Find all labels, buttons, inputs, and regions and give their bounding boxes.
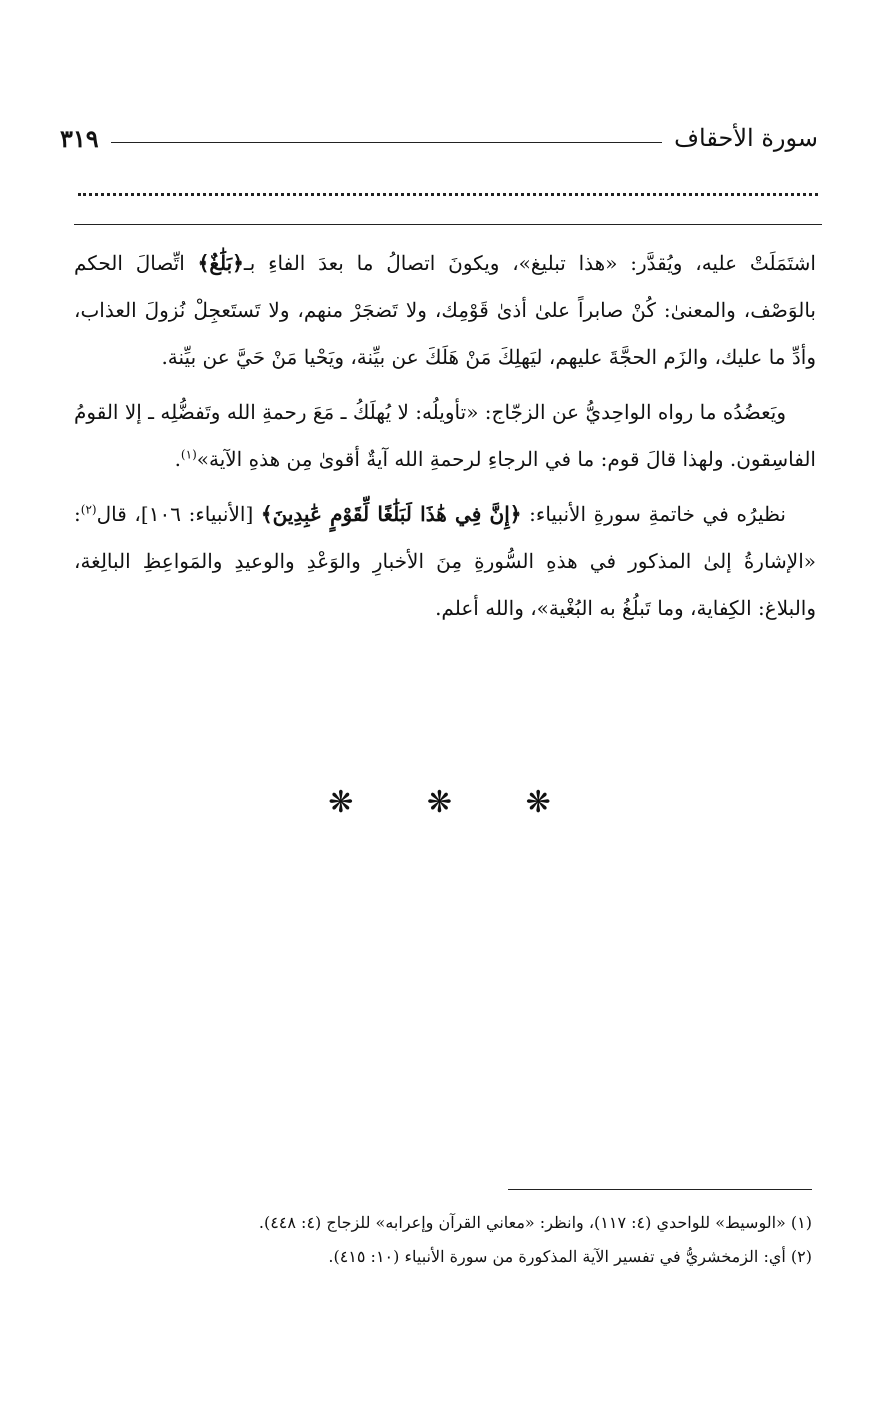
paragraph-3-text-c: : «الإشارةُ إلىٰ المذكور في هذهِ السُّورةِ مِنَ الأخبارِ والوَعْدِ والوعيدِ والمَواعِظِ البالِغة، والبلاغ: الكِفاية، وما تَبلُغُ به البُغْية»، والله أعلم. xyxy=(74,502,817,620)
footnotes xyxy=(80,1206,812,1274)
footnote-1: (١) «الوسيط» للواحدي (٤: ١١٧)، وانظر: «معاني القرآن وإعرابه» للزجاج (٤: ٤٤٨). xyxy=(258,1213,812,1232)
star-ornament: ❋ xyxy=(328,785,354,820)
footnote-ref-2: (٢) xyxy=(80,502,97,517)
paragraph-1-text-b: اتِّصالَ الحكم بالوَصْف، والمعنىٰ: كُنْ صابراً علىٰ أذىٰ قَوْمِك، ولا تَضجَرْ منهم، ولا تَستَعجِلْ نُزولَ العذاب، وأدِّ ما عليك، والزَم الحجَّةَ عليهم، ليَهلِكَ مَنْ هَلَكَ عن بيِّنة، ويَحْيا مَنْ حَيَّ عن بيِّنة. xyxy=(74,251,816,369)
paragraph-3 xyxy=(74,491,816,632)
paragraph-2-text: ويَعضُدُه ما رواه الواحِديُّ عن الزجّاج: «تأويلُه: لا يُهلَكُ ـ مَعَ رحمةِ الله وتَفضُّلِه ـ إلا القومُ الفاسِقون. ولهذا قالَ قوم: ما في الرجاءِ لرحمةِ الله آيةٌ أقوىٰ مِن هذهِ الآية» xyxy=(74,400,816,471)
footnote-rule xyxy=(508,1189,812,1190)
paragraph-2-end: . xyxy=(174,447,181,471)
footnote-2: (٢) أي: الزمخشريُّ في تفسير الآية المذكورة من سورة الأنبياء (١٠: ٤١٥). xyxy=(328,1247,812,1266)
running-title: سورة الأحقاف xyxy=(674,124,818,152)
main-text xyxy=(74,240,816,640)
header-rule xyxy=(111,142,663,143)
page-header xyxy=(60,118,818,158)
page-number: ٣١٩ xyxy=(60,123,99,153)
star-ornament: ❋ xyxy=(426,785,453,820)
quran-citation: ﴿إِنَّ فِي هَٰذَا لَبَلَٰغًا لِّقَوْمٍ عَٰبِدِينَ﴾ xyxy=(260,502,522,526)
dotted-divider xyxy=(78,193,818,196)
footnote-ref-1: (١) xyxy=(180,447,197,462)
section-separator xyxy=(0,785,879,820)
paragraph-1 xyxy=(74,240,816,381)
star-ornament: ❋ xyxy=(525,785,551,820)
quran-citation: ﴿بَلَٰغٌ﴾ xyxy=(197,251,244,275)
paragraph-3-text-b: [الأنبياء: ١٠٦]، قال xyxy=(96,502,261,526)
paragraph-1-text-a: اشتَمَلَتْ عليه، ويُقدَّر: «هذا تبليغ»، ويكونَ اتصالُ ما بعدَ الفاءِ بـ xyxy=(243,251,816,275)
paragraph-3-text-a: نظيرُه في خاتمةِ سورةِ الأنبياء: xyxy=(521,502,786,526)
solid-divider xyxy=(74,224,822,225)
paragraph-2 xyxy=(74,389,816,483)
